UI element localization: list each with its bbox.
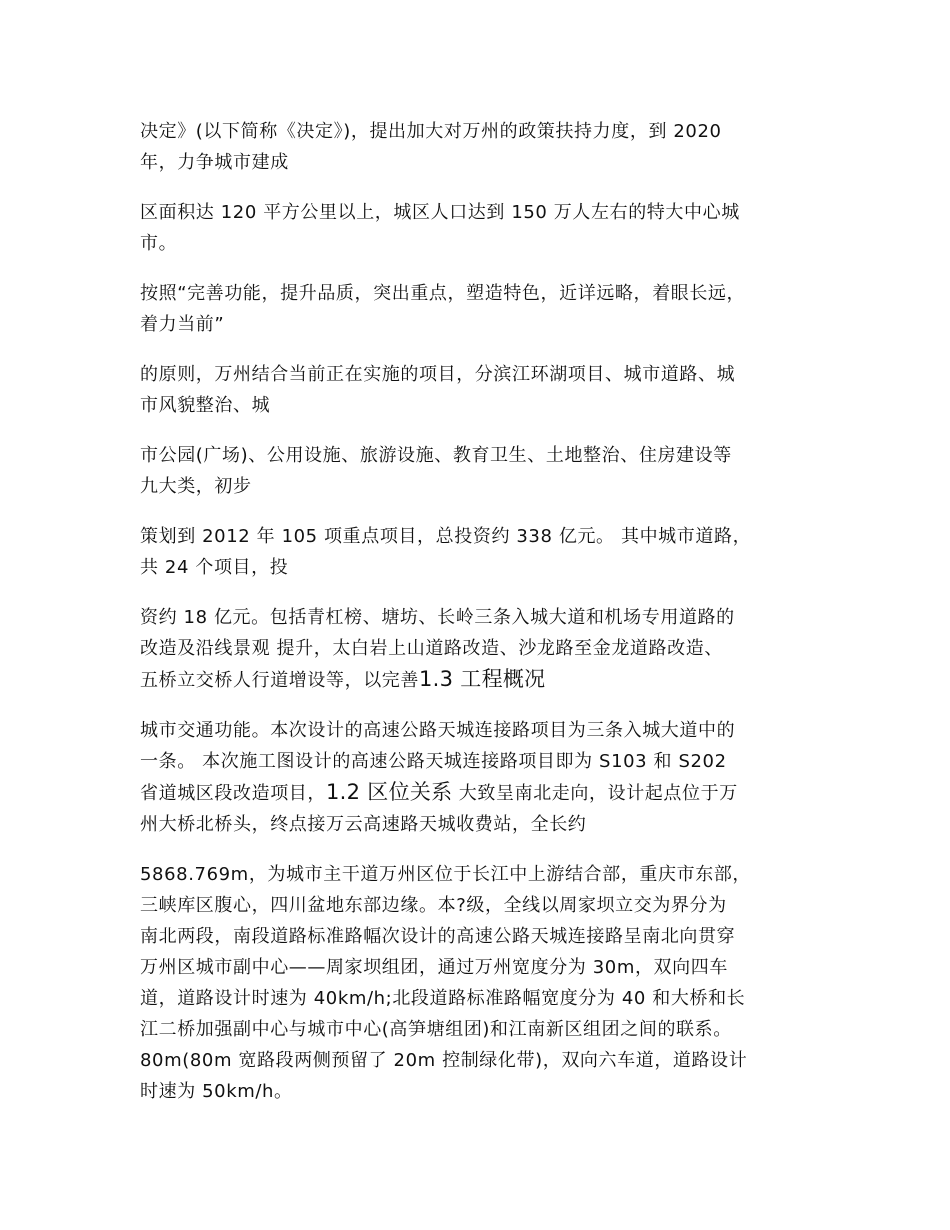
text-line: 80m(80m 宽路段两侧预留了 20m 控制绿化带)，双向六车道，道路设计 [140,1050,748,1071]
text-line [140,777,840,809]
text-line: 5868.769m，为城市主干道万州区位于长江中上游结合部，重庆市东部， [140,864,752,885]
paragraph-1 [140,116,840,178]
text-line: 时速为 50km/h。 [140,1081,293,1102]
section-heading: 1.3 工程概况 [419,667,546,691]
text-line: 区面积达 120 平方公里以上，城区人口达到 150 万人左右的特大中心城 [140,202,740,223]
text-line [140,664,840,696]
document-body [140,116,840,1126]
inline-text: 大致呈南北走向，设计起点位于万 [452,783,738,804]
text-line: 共 24 个项目，投 [140,557,289,578]
inline-text: 省道城区段改造项目， [140,783,326,804]
text-line: 的原则，万州结合当前正在实施的项目，分滨江环湖项目、城市道路、城 [140,364,736,385]
paragraph-2 [140,197,840,259]
text-line: 江二桥加强副中心与城市中心(高笋塘组团)和江南新区组团之间的联系。 [140,1019,732,1040]
text-line: 南北两段，南段道路标准路幅次设计的高速公路天城连接路呈南北向贯穿 [140,926,736,947]
text-line: 着力当前” [140,314,225,335]
text-line: 市。 [140,233,178,254]
inline-text: 五桥立交桥人行道增设等，以完善 [140,670,419,691]
text-line: 城市交通功能。本次设计的高速公路天城连接路项目为三条入城大道中的 [140,720,736,741]
text-line: 改造及沿线景观 提升，太白岩上山道路改造、沙龙路至金龙道路改造、 [140,638,723,659]
text-line: 市公园(广场)、公用设施、旅游设施、教育卫生、土地整治、住房建设等 [140,445,732,466]
paragraph-8 [140,715,840,840]
text-line: 决定》(以下简称《决定》)，提出加大对万州的政策扶持力度，到 2020 [140,121,722,142]
text-line: 九大类，初步 [140,476,252,497]
text-line: 万州区城市副中心——周家坝组团，通过万州宽度分为 30m，双向四车 [140,957,728,978]
paragraph-9 [140,859,840,1107]
paragraph-5 [140,440,840,502]
text-line: 道，道路设计时速为 40km/h;北段道路标准路幅宽度分为 40 和大桥和长 [140,988,746,1009]
text-line: 一条。 本次施工图设计的高速公路天城连接路项目即为 S103 和 S202 [140,751,727,772]
section-heading: 1.2 区位关系 [326,780,453,804]
text-line: 三峡库区腹心，四川盆地东部边缘。本?级，全线以周家坝立交为界分为 [140,895,727,916]
text-line: 按照“完善功能，提升品质，突出重点，塑造特色，近详远略，着眼长远， [140,283,746,304]
paragraph-7 [140,602,840,696]
text-line: 市风貌整治、城 [140,395,271,416]
paragraph-3 [140,278,840,340]
paragraph-4 [140,359,840,421]
text-line: 资约 18 亿元。包括青杠榜、塘坊、长岭三条入城大道和机场专用道路的 [140,607,735,628]
text-line: 策划到 2012 年 105 项重点项目，总投资约 338 亿元。 其中城市道路， [140,526,752,547]
text-line: 年，力争城市建成 [140,152,289,173]
paragraph-6 [140,521,840,583]
text-line: 州大桥北桥头，终点接万云高速路天城收费站，全长约 [140,814,587,835]
